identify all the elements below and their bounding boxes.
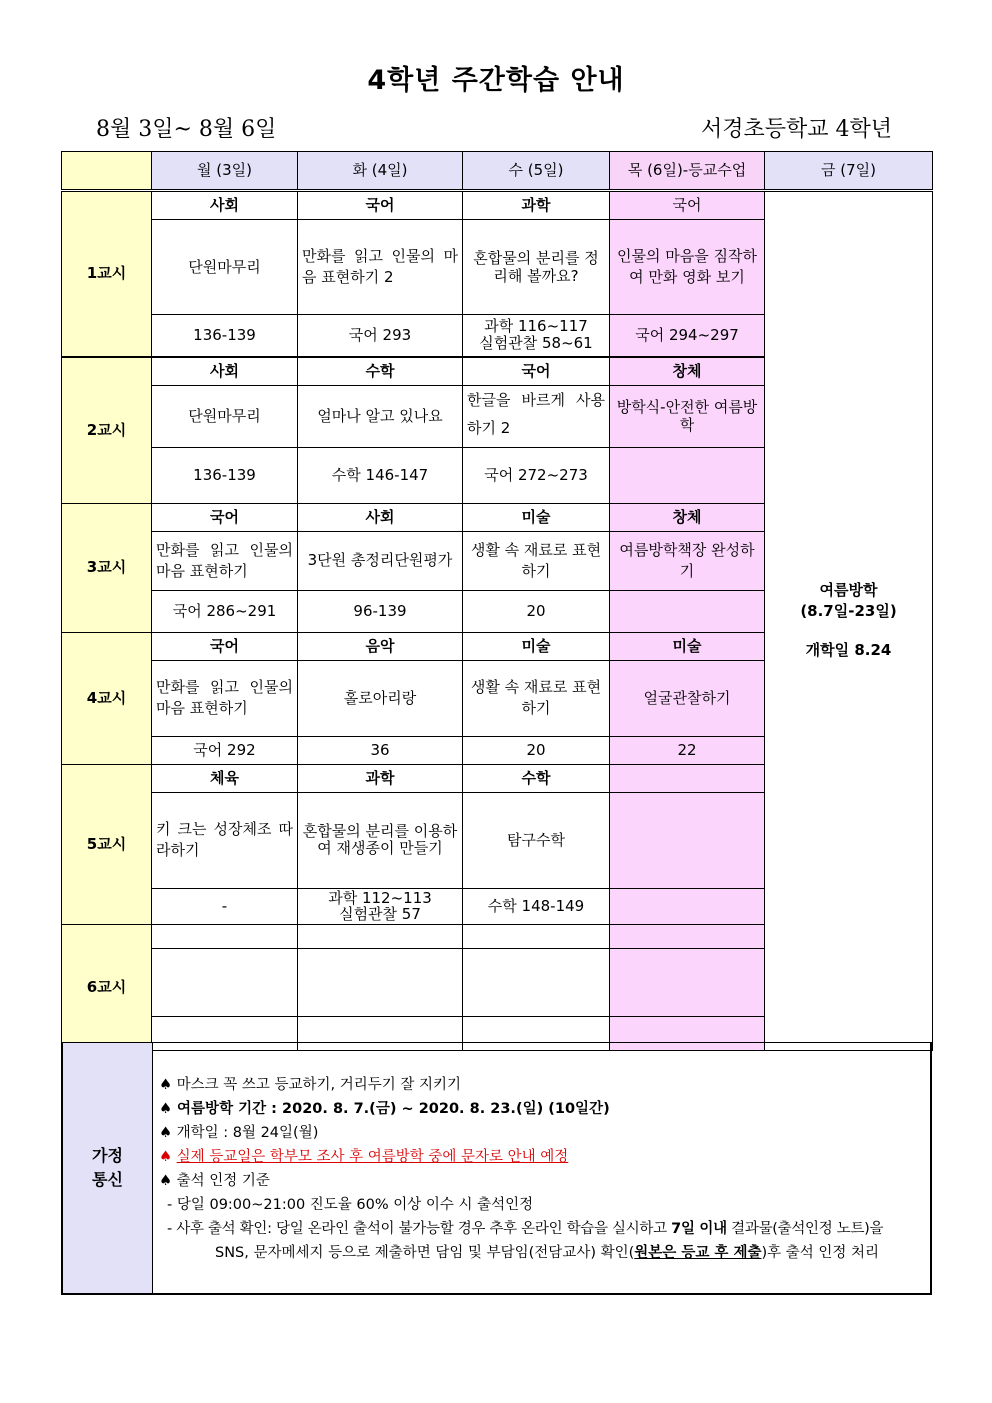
topic-cell: 얼굴관찰하기 bbox=[610, 660, 765, 736]
col-header-fri: 금 (7일) bbox=[765, 152, 933, 191]
subject-cell: 미술 bbox=[610, 632, 765, 660]
page-cell: 136-139 bbox=[152, 315, 298, 357]
subject-cell bbox=[610, 764, 765, 792]
vacation-label: 여름방학 bbox=[819, 581, 878, 600]
topic-cell bbox=[610, 792, 765, 888]
topic-cell: 단원마무리 bbox=[152, 220, 298, 315]
subject-cell: 창체 bbox=[610, 503, 765, 531]
page-cell: 96-139 bbox=[298, 590, 463, 632]
subject-cell: 수학 bbox=[463, 764, 610, 792]
subject-cell: 사회 bbox=[298, 503, 463, 531]
period-label: 1교시 bbox=[62, 191, 152, 357]
page-cell: 국어 286~291 bbox=[152, 590, 298, 632]
page-cell: 국어 293 bbox=[298, 315, 463, 357]
family-notice-box bbox=[61, 1042, 932, 1295]
topic-cell: 단원마무리 bbox=[152, 385, 298, 447]
subject-cell: 사회 bbox=[152, 357, 298, 386]
page-cell: 수학 148-149 bbox=[463, 888, 610, 924]
notice-text: 결과물(출석인정 노트)을 bbox=[726, 1221, 884, 1237]
page-cell: 수학 146-147 bbox=[298, 447, 463, 503]
corner-cell bbox=[62, 152, 152, 191]
subject-cell: 국어 bbox=[152, 632, 298, 660]
notice-emphasis: 7일 이내 bbox=[671, 1221, 727, 1237]
topic-cell: 생활 속 재료로 표현하기 bbox=[463, 531, 610, 590]
topic-cell: 혼합물의 분리를 정리해 볼까요? bbox=[463, 220, 610, 315]
friday-vacation-cell bbox=[765, 191, 933, 1051]
col-header-wed: 수 (5일) bbox=[463, 152, 610, 191]
subject-cell: 미술 bbox=[463, 632, 610, 660]
page-cell bbox=[298, 888, 463, 924]
page-cell: 20 bbox=[463, 736, 610, 764]
subject-cell: 국어 bbox=[298, 191, 463, 220]
subject-cell: 국어 bbox=[152, 503, 298, 531]
empty-cell bbox=[152, 948, 298, 1016]
empty-cell bbox=[463, 948, 610, 1016]
notice-label-line: 통신 bbox=[92, 1170, 123, 1189]
subject-cell: 과학 bbox=[463, 191, 610, 220]
page-cell: 136-139 bbox=[152, 447, 298, 503]
notice-label bbox=[63, 1043, 153, 1293]
period-label: 4교시 bbox=[62, 632, 152, 764]
page-cell bbox=[463, 315, 610, 357]
table-header-row bbox=[62, 152, 933, 191]
topic-cell: 생활 속 재료로 표현하기 bbox=[463, 660, 610, 736]
notice-line: - 당일 09:00~21:00 진도율 60% 이상 이수 시 출석인정 bbox=[167, 1197, 534, 1213]
page-cell bbox=[610, 888, 765, 924]
empty-cell bbox=[610, 948, 765, 1016]
weekly-schedule-table bbox=[61, 151, 933, 1051]
notice-line: ♠ 개학일 : 8월 24일(월) bbox=[159, 1125, 319, 1141]
subject-cell: 과학 bbox=[298, 764, 463, 792]
page-cell: - bbox=[152, 888, 298, 924]
page-cell: 국어 272~273 bbox=[463, 447, 610, 503]
notice-text: - 사후 출석 확인: 당일 온라인 출석이 불가능할 경우 추후 온라인 학습을 실시하고 bbox=[167, 1221, 672, 1237]
subject-cell: 창체 bbox=[610, 357, 765, 386]
period-label: 3교시 bbox=[62, 503, 152, 632]
red-spade-icon: ♠ bbox=[159, 1149, 172, 1165]
empty-cell bbox=[610, 924, 765, 948]
school-start-date: 개학일 8.24 bbox=[805, 641, 892, 660]
notice-line bbox=[159, 1217, 926, 1241]
empty-cell bbox=[298, 924, 463, 948]
page-line: 실험관찰 58~61 bbox=[479, 334, 593, 353]
col-header-thu: 목 (6일)-등교수업 bbox=[610, 152, 765, 191]
subject-cell: 국어 bbox=[610, 191, 765, 220]
subject-cell: 수학 bbox=[298, 357, 463, 386]
topic-cell: 탐구수학 bbox=[463, 792, 610, 888]
notice-line bbox=[159, 1241, 926, 1265]
page-cell: 국어 294~297 bbox=[610, 315, 765, 357]
page-line: 과학 112~113 bbox=[328, 889, 432, 907]
page-cell bbox=[610, 447, 765, 503]
notice-text: )후 출석 인정 처리 bbox=[761, 1245, 880, 1261]
page-cell: 22 bbox=[610, 736, 765, 764]
col-header-mon: 월 (3일) bbox=[152, 152, 298, 191]
notice-text: SNS, 문자메세지 등으로 제출하면 담임 및 부담임(전담교사) 확인( bbox=[215, 1245, 635, 1261]
notice-label-line: 가정 bbox=[92, 1146, 123, 1165]
topic-cell: 만화를 읽고 인물의 마음 표현하기 bbox=[152, 660, 298, 736]
page-line: 과학 116~117 bbox=[484, 317, 588, 336]
subject-cell: 사회 bbox=[152, 191, 298, 220]
topic-cell: 혼합물의 분리를 이용하여 재생종이 만들기 bbox=[298, 792, 463, 888]
topic-cell: 홀로아리랑 bbox=[298, 660, 463, 736]
subject-cell: 국어 bbox=[463, 357, 610, 386]
topic-cell: 방학식-안전한 여름방학 bbox=[610, 385, 765, 447]
topic-cell: 만화를 읽고 인물의 마음 표현하기 bbox=[152, 531, 298, 590]
period-label: 6교시 bbox=[62, 924, 152, 1050]
topic-cell: 여름방학책장 완성하기 bbox=[610, 531, 765, 590]
empty-cell bbox=[463, 924, 610, 948]
notice-alert-text: 실제 등교일은 학부모 조사 후 여름방학 중에 문자로 안내 예정 bbox=[176, 1149, 569, 1165]
notice-line-alert bbox=[159, 1145, 926, 1169]
subject-cell: 음악 bbox=[298, 632, 463, 660]
period-1-subject-row bbox=[62, 191, 933, 220]
page-cell: 국어 292 bbox=[152, 736, 298, 764]
subject-cell: 미술 bbox=[463, 503, 610, 531]
topic-cell: 3단원 총정리단원평가 bbox=[298, 531, 463, 590]
notice-line: ♠ 출석 인정 기준 bbox=[159, 1173, 270, 1189]
topic-cell: 만화를 읽고 인물의 마음 표현하기 2 bbox=[298, 220, 463, 315]
notice-line: ♠ 여름방학 기간 : 2020. 8. 7.(금) ~ 2020. 8. 23.(일) (10일간) bbox=[159, 1101, 610, 1117]
empty-cell bbox=[298, 948, 463, 1016]
topic-cell: 얼마나 알고 있나요 bbox=[298, 385, 463, 447]
page-line: 실험관찰 57 bbox=[339, 905, 421, 923]
topic-cell: 한글을 바르게 사용하기 2 bbox=[463, 385, 610, 447]
notice-emphasis: 원본은 등교 후 제출 bbox=[634, 1245, 762, 1261]
notice-line: ♠ 마스크 꼭 쓰고 등교하기, 거리두기 잘 지키기 bbox=[159, 1077, 461, 1093]
date-range: 8월 3일~ 8월 6일 bbox=[96, 117, 277, 142]
topic-cell: 인물의 마음을 짐작하여 만화 영화 보기 bbox=[610, 220, 765, 315]
page-title: 4학년 주간학습 안내 bbox=[367, 65, 625, 96]
notice-body bbox=[159, 1073, 926, 1265]
page-cell: 36 bbox=[298, 736, 463, 764]
school-name: 서경초등학교 4학년 bbox=[700, 117, 892, 142]
period-label: 5교시 bbox=[62, 764, 152, 924]
empty-cell bbox=[152, 924, 298, 948]
page-cell bbox=[610, 590, 765, 632]
col-header-tue: 화 (4일) bbox=[298, 152, 463, 191]
period-label: 2교시 bbox=[62, 357, 152, 504]
topic-cell: 키 크는 성장체조 따라하기 bbox=[152, 792, 298, 888]
subject-cell: 체육 bbox=[152, 764, 298, 792]
page-cell: 20 bbox=[463, 590, 610, 632]
vacation-dates: (8.7일-23일) bbox=[800, 602, 897, 621]
